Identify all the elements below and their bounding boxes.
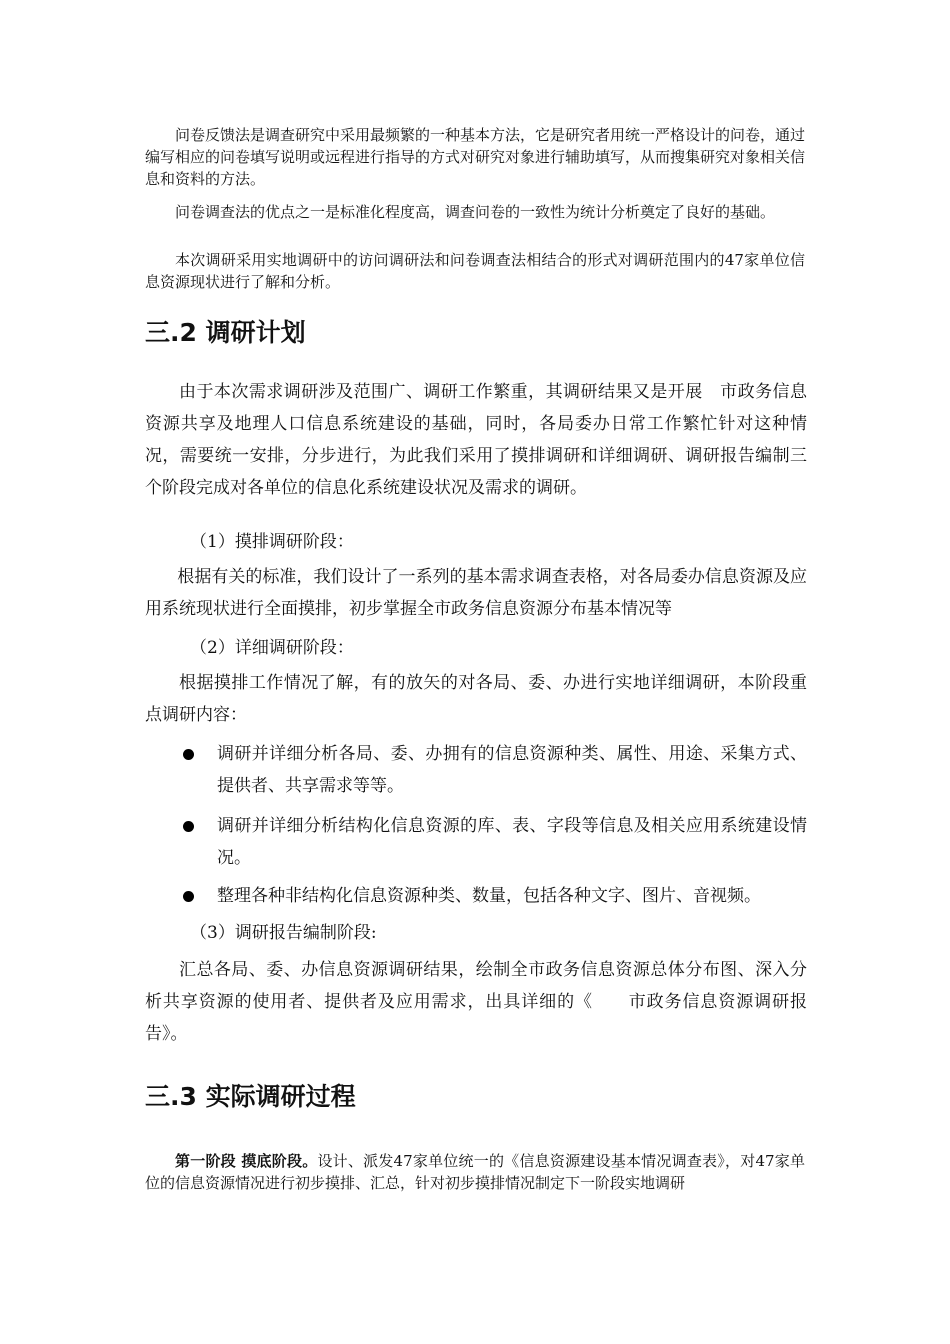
- bullet-item: [145, 880, 807, 912]
- plan-paragraph: 由于本次需求调研涉及范围广、调研工作繁重，其调研结果又是开展 市政务信息资源共享及地理人口信息系统建设的基础，同时，各局委办日常工作繁忙针对这种情况，需要统一安排，分步进行，为此我们采用了摸排调研和详细调研、调研报告编制三个阶段完成对各单位的信息化系统建设状况及需求的调研。: [145, 382, 807, 498]
- bullet-dot-icon: [183, 821, 194, 832]
- bullet-text: 整理各种非结构化信息资源种类、数量，包括各种文字、图片、音视频。: [217, 886, 761, 906]
- stage-3-title: （3）调研报告编制阶段:: [190, 923, 377, 943]
- stage-2-title: （2）详细调研阶段：: [190, 638, 354, 658]
- phase-1-paragraph: [145, 1150, 805, 1194]
- bullet-item: [145, 738, 807, 802]
- bullet-dot-icon: [183, 749, 194, 760]
- intro-paragraph-2: 问卷调查法的优点之一是标准化程度高，调查问卷的一致性为统计分析奠定了良好的基础。: [175, 203, 776, 221]
- stage-1-title: （1）摸排调研阶段：: [190, 532, 354, 552]
- intro-paragraph-1: 问卷反馈法是调查研究中采用最频繁的一种基本方法，它是研究者用统一严格设计的问卷，通过编写相应的问卷填写说明或远程进行指导的方式对研究对象进行辅助填写，从而搜集研究对象相关信息和资料的方法。: [145, 126, 806, 188]
- section-heading-3-3: 三.3 实际调研过程: [145, 1082, 356, 1111]
- intro-paragraph-3: 本次调研采用实地调研中的访问调研法和问卷调查法相结合的形式对调研范围内的47家单位信息资源现状进行了解和分析。: [145, 251, 805, 291]
- bullet-text: 调研并详细分析各局、委、办拥有的信息资源种类、属性、用途、采集方式、提供者、共享需求等等。: [217, 744, 807, 796]
- section-heading-3-2: 三.2 调研计划: [145, 318, 306, 347]
- bullet-dot-icon: [183, 891, 194, 902]
- phase-1-label: 第一阶段 摸底阶段。: [175, 1152, 318, 1170]
- phase-1-text: 设计、派发47家单位统一的《信息资源建设基本情况调查表》，对47家单位的信息资源情况进行初步摸排、汇总，针对初步摸排情况制定下一阶段实地调研: [145, 1152, 805, 1192]
- bullet-text: 调研并详细分析结构化信息资源的库、表、字段等信息及相关应用系统建设情况。: [217, 816, 807, 868]
- stage-3-text: 汇总各局、委、办信息资源调研结果，绘制全市政务信息资源总体分布图、深入分析共享资源的使用者、提供者及应用需求，出具详细的《 市政务信息资源调研报告》。: [145, 960, 807, 1044]
- bullet-item: [145, 810, 807, 874]
- stage-1-text: 根据有关的标准，我们设计了一系列的基本需求调查表格，对各局委办信息资源及应用系统现状进行全面摸排，初步掌握全市政务信息资源分布基本情况等: [145, 567, 807, 619]
- stage-2-text: 根据摸排工作情况了解，有的放矢的对各局、委、办进行实地详细调研，本阶段重点调研内容：: [145, 673, 807, 725]
